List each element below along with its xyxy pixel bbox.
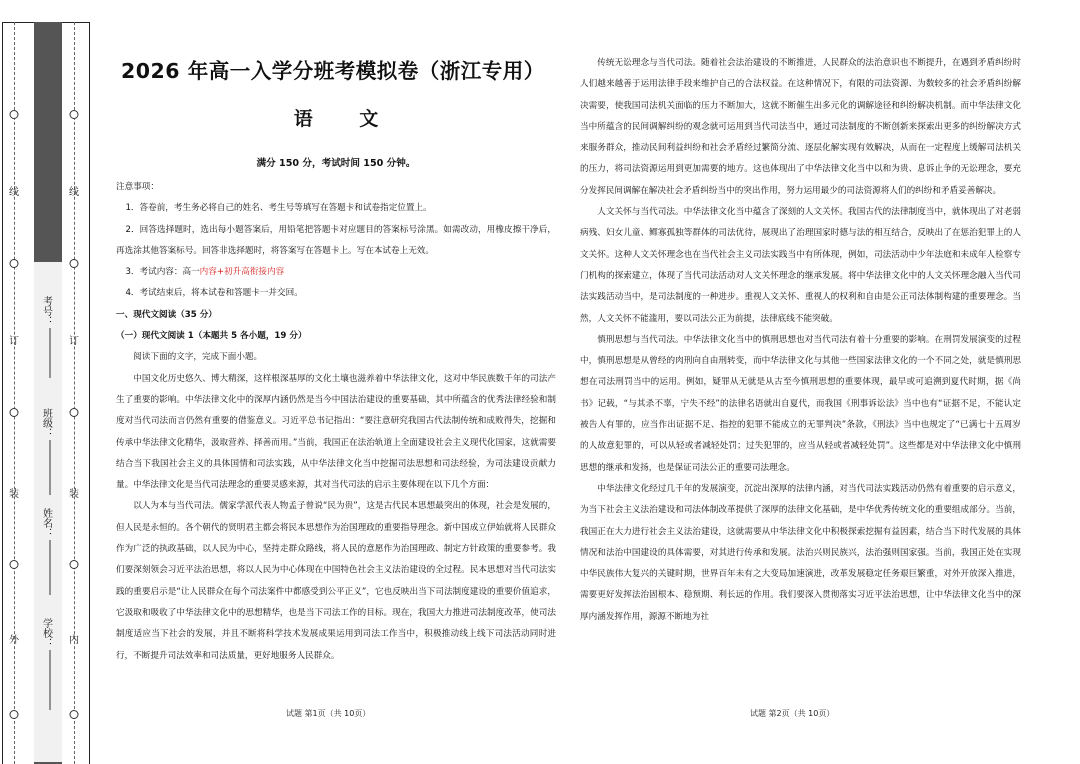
margin-circle <box>10 259 19 268</box>
outer-mark-line: 线 <box>9 187 19 198</box>
page-footer-left: 试题 第1页（共 10页） <box>286 709 371 718</box>
class-label: 班级： <box>40 408 52 438</box>
passage-paragraph: 中国文化历史悠久、博大精深，这样根深基厚的文化土壤也滋养着中华法律文化，这对中华民族数千年的司法产生了重要的影响。中华法律文化中的深厚内涵仍然是当今中国法治建设的重要基础，其中所蕴含的优秀法律经验和制度对当代司法而言仍然有重要的借鉴意义。习近平总书记指出：“要注意研究我国古代法制传统和成败得失，挖掘和传承中华法律文化精华，汲取营养、择善而用。”当前，我国正在法治轨道上全面建设社会主义现代化国家，这就需要结合当下我国社会主义的具体国情和司法实践，从中华法律文化当中挖掘司法思想和司法经验，为司法建设贡献力量。中华法律文化是当代司法理念的重要灵感来源，其对当代司法的启示主要体现在以下几个方面： <box>116 373 556 491</box>
school-blank[interactable] <box>50 650 51 710</box>
exam-title: 2026 年高一入学分班考模拟卷（浙江专用） <box>121 59 545 83</box>
margin-circle <box>70 408 79 417</box>
inner-mark-inner: 内 <box>69 635 79 646</box>
subject-title: 语 文 <box>293 108 399 130</box>
subsection-heading: （一）现代文阅读 1（本题共 5 各小题，19 分） <box>116 331 307 342</box>
outer-mark-outer: 外 <box>9 635 19 646</box>
name-label: 姓名： <box>40 508 52 538</box>
margin-circle <box>70 110 79 119</box>
passage-paragraph: 慎刑思想与当代司法。中华法律文化当中的慎刑思想也对当代司法有着十分重要的影响。在刑罚发展演变的过程中，慎刑思想是从曾经的肉刑向自由刑转变，而中华法律文化与其他一些国家法律文化的一个不同之处，就是慎刑思想在司法刑罚当中的运用。例如，疑罪从无就是从古至今慎刑思想的重要体现，最早或可追溯到夏代时期，据《尚书》记载，“与其杀不辜，宁失不经”的法律名语就出自夏代，而我国《刑事诉讼法》当中也有“证据不足，不能认定被告人有罪的，应当作出证据不足、指控的犯罪不能成立的无罪判决”条款，《刑法》当中也规定了“已满七十五周岁的人故意犯罪的，可以从轻或者减轻处罚；过失犯罪的，应当从轻或者减轻处罚”。这些都是对中华法律文化中慎刑思想的继承和发扬，也是保证司法公正的重要司法理念。 <box>580 334 1021 473</box>
margin-circle <box>70 259 79 268</box>
binding-margin <box>0 0 92 764</box>
margin-circle <box>10 110 19 119</box>
page-footer-right: 试题 第2页（共 10页） <box>750 709 835 718</box>
class-blank[interactable] <box>50 440 51 495</box>
notice-item-4: 4．考试结束后，将本试卷和答题卡一并交回。 <box>125 288 303 299</box>
passage-paragraph: 以人为本与当代司法。儒家学派代表人物孟子曾说“民为贵”，这是古代民本思想最突出的体现，社会是发展的，但人民是永恒的。各个朝代的贤明君主都会将民本思想作为治国理政的重要指导理念。新中国成立伊始就将人民群众作为广泛的执政基础，以人民为中心，坚持走群众路线，将人民的意愿作为治国理政、制定方针政策的重要参考。我们要深刻领会习近平法治思想，将以人民为中心体现在中国特色社会主义法治建设的全过程。民本思想对当代司法实践的重要启示是“让人民群众在每个司法案件中都感受到公平正义”，它也反映出当下司法制度建设的重要价值追求，它汲取和吸收了中华法律文化中的思想精华，也是当下司法工作的目标。现在，我国大力推进司法制度改革，使司法制度适应当下社会的发展，并且不断将科学技术发展成果运用到司法工作当中，积极推动线上线下司法活动同时进行，不断提升司法效率和司法质量，更好地服务人民群众。 <box>116 501 556 661</box>
notice-item-2: 2．回答选择题时，选出每小题答案后，用铅笔把答题卡对应题目的答案标号涂黑。如需改动，用橡皮擦干净后，再选涂其他答案标号。回答非选择题时，将答案写在答题卡上。写在本试卷上无效。 <box>116 224 556 256</box>
exam-number-label: 考号： <box>40 296 52 326</box>
left-column <box>116 44 556 667</box>
margin-circle <box>70 560 79 569</box>
margin-circle <box>10 560 19 569</box>
inner-mark-bind: 订 <box>69 336 79 347</box>
exam-number-blank[interactable] <box>50 328 51 378</box>
passage-paragraph: 传统无讼理念与当代司法。随着社会法治建设的不断推进，人民群众的法治意识也不断提升，在遇到矛盾纠纷时人们越来越善于运用法律手段来维护自己的合法权益。在这种情况下，有限的司法资源、为数较多的社会矛盾纠纷解决需要，使我国司法机关面临的压力不断加大，这就不断催生出多元化的调解途径和纠纷解决机制。而中华法律文化当中所蕴含的民间调解纠纷的观念就可运用到当代司法当中，通过司法制度的不断创新来探索出更多的纠纷解决方式来服务群众，推动民间利益纠纷和社会矛盾经过繁简分流、逐层化解实现有效解决，从而在一定程度上缓解司法机关的压力，将司法资源运用到更加需要的地方。这也体现出了中华法律文化当中以和为贵、息诉止争的无讼理念，要充分发挥民间调解在解决社会矛盾纠纷当中的突出作用，努力运用最少的司法资源将人们的纠纷和矛盾妥善解决。 <box>580 58 1021 196</box>
reading-instruction: 阅读下面的文字，完成下面小题。 <box>133 352 263 363</box>
margin-circle <box>70 710 79 719</box>
passage-paragraph: 人文关怀与当代司法。中华法律文化当中蕴含了深刻的人文关怀。我国古代的法律制度当中，就体现出了对老弱病残、妇女儿童、鳏寡孤独等群体的司法优待，展现出了治理国家时德与法的相互结合，反映出了在惩治犯罪上的人文关怀。这种人文关怀理念也在当代社会主义司法实践当中有所体现，例如，司法活动中少年法庭和未成年人检察专门机构的探索建立，体现了当代司法活动对人文关怀理念的继承发展。将中华法律文化中的人文关怀理念融入当代司法实践活动当中，是司法制度的一种进步。重视人文关怀、重视人的权利和自由是公正司法体制构建的重要理念。当然，人文关怀不能滥用，要以司法公正为前提，法律底线不能突破。 <box>580 207 1021 324</box>
score-time-line: 满分 150 分，考试时间 150 分钟。 <box>256 158 416 169</box>
inner-mark-line: 线 <box>69 187 79 198</box>
notice-item-3 <box>116 262 556 283</box>
margin-circle <box>10 408 19 417</box>
margin-circle <box>10 710 19 719</box>
notice-heading: 注意事项： <box>116 182 159 192</box>
outer-mark-bind: 订 <box>9 336 19 347</box>
right-column <box>580 53 1021 628</box>
notice-item-3-highlight: 内容+初升高衔接内容 <box>199 267 285 278</box>
passage-paragraph: 中华法律文化经过几千年的发展演变，沉淀出深厚的法律内涵，对当代司法实践活动仍然有着重要的启示意义，为当下社会主义法治建设和司法体制改革提供了深厚的法律文化基础，是中华优秀传统文化的重要组成部分。当前，我国正在大力进行社会主义法治建设，这就需要从中华法律文化中积极探索挖掘有益因素，结合当下时代发展的具体情况和法治中国建设的具体需要，对其进行传承和发展。法治兴则民族兴，法治强则国家强。当前，我国正处在实现中华民族伟大复兴的关键时期，世界百年未有之大变局加速演进，改革发展稳定任务艰巨繁重，对外开放深入推进，需要更好发挥法治固根本、稳预期、利长远的作用。我们要深入贯彻落实习近平法治思想，让中华法律文化当中的深厚内涵发挥作用，源源不断地为社 <box>580 483 1021 622</box>
notice-item-1: 1．答卷前，考生务必将自己的姓名、考生号等填写在答题卡和试卷指定位置上。 <box>125 203 432 214</box>
school-label: 学校： <box>40 618 52 648</box>
outer-mark-pack: 装 <box>9 489 19 500</box>
name-blank[interactable] <box>50 540 51 595</box>
margin-gray-bar <box>34 22 62 764</box>
outer-dash-line <box>14 22 15 764</box>
notice-item-3-text: 3．考试内容：高一 <box>125 267 200 278</box>
inner-dash-line <box>74 22 75 764</box>
section-heading: 一、现代文阅读（35 分） <box>116 309 217 320</box>
inner-mark-pack: 装 <box>69 489 79 500</box>
